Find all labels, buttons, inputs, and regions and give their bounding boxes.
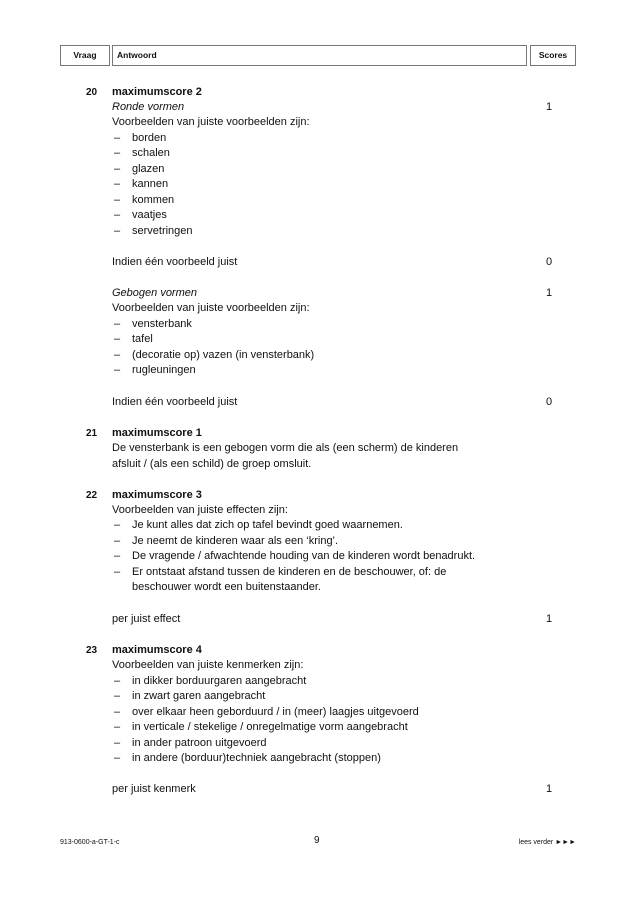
list-item: in verticale / stekelige / onregelmatige vorm aangebracht xyxy=(132,721,408,733)
list-dash: – xyxy=(114,178,121,190)
list-dash: – xyxy=(114,163,121,175)
list-dash: – xyxy=(114,550,121,562)
list-item: in ander patroon uitgevoerd xyxy=(132,737,267,749)
list-dash: – xyxy=(114,147,121,159)
list-dash: – xyxy=(114,752,121,764)
q20-part2-note-score: 0 xyxy=(546,396,553,408)
q23-note: per juist kenmerk xyxy=(112,783,196,795)
list-dash: – xyxy=(114,721,121,733)
q22-note-score: 1 xyxy=(546,613,553,625)
q22-title: maximumscore 3 xyxy=(112,489,202,501)
q20-title: maximumscore 2 xyxy=(112,86,202,98)
list-dash: – xyxy=(114,690,121,702)
q21-number: 21 xyxy=(86,428,98,439)
q20-part1-label: Ronde vormen xyxy=(112,101,185,113)
q22-number: 22 xyxy=(86,490,98,501)
list-item: schalen xyxy=(132,147,170,159)
footer-code: 913-0600-a-GT-1-c xyxy=(60,839,120,846)
q20-part2-label: Gebogen vormen xyxy=(112,287,197,299)
list-item-continuation: beschouwer wordt een buitenstaander. xyxy=(132,581,321,593)
list-item: tafel xyxy=(132,333,153,345)
footer-next: lees verder ►►► xyxy=(518,839,576,846)
list-item: kannen xyxy=(132,178,169,190)
list-item: over elkaar heen geborduurd / in (meer) laagjes uitgevoerd xyxy=(132,706,419,718)
list-dash: – xyxy=(114,132,121,144)
list-item: kommen xyxy=(132,194,175,206)
list-dash: – xyxy=(114,737,121,749)
q20-part1-score: 1 xyxy=(546,101,553,113)
list-item: in andere (borduur)techniek aangebracht (stoppen) xyxy=(132,752,381,764)
list-item: Je kunt alles dat zich op tafel bevindt goed waarnemen. xyxy=(132,519,403,531)
list-item: Je neemt de kinderen waar als een ‘kring’. xyxy=(132,535,339,547)
q23-number: 23 xyxy=(86,645,98,656)
list-dash: – xyxy=(114,706,121,718)
list-item: borden xyxy=(132,132,167,144)
list-item: De vragende / afwachtende houding van de kinderen wordt benadrukt. xyxy=(132,550,476,562)
header-vraag: Vraag xyxy=(60,45,110,66)
q20-number: 20 xyxy=(86,87,98,98)
q23-note-score: 1 xyxy=(546,783,553,795)
q20-part2-note: Indien één voorbeeld juist xyxy=(112,396,238,408)
list-dash: – xyxy=(114,566,121,578)
list-dash: – xyxy=(114,519,121,531)
q23-intro: Voorbeelden van juiste kenmerken zijn: xyxy=(112,659,304,671)
list-dash: – xyxy=(114,209,121,221)
q20-part2-score: 1 xyxy=(546,287,553,299)
q22-note: per juist effect xyxy=(112,613,181,625)
list-item: vaatjes xyxy=(132,209,167,221)
list-dash: – xyxy=(114,333,121,345)
list-dash: – xyxy=(114,194,121,206)
header-antwoord: Antwoord xyxy=(112,45,527,66)
footer-page-number: 9 xyxy=(314,835,320,846)
q21-line1: De vensterbank is een gebogen vorm die als (een scherm) de kinderen xyxy=(112,442,459,454)
list-item: servetringen xyxy=(132,225,193,237)
list-dash: – xyxy=(114,535,121,547)
list-item: in dikker borduurgaren aangebracht xyxy=(132,675,307,687)
list-item: (decoratie op) vazen (in vensterbank) xyxy=(132,349,315,361)
q20-part1-note-score: 0 xyxy=(546,256,553,268)
list-item: rugleuningen xyxy=(132,364,196,376)
q22-intro: Voorbeelden van juiste effecten zijn: xyxy=(112,504,288,516)
q23-title: maximumscore 4 xyxy=(112,644,202,656)
list-dash: – xyxy=(114,675,121,687)
list-dash: – xyxy=(114,349,121,361)
q20-part1-intro: Voorbeelden van juiste voorbeelden zijn: xyxy=(112,116,310,128)
q20-part2-intro: Voorbeelden van juiste voorbeelden zijn: xyxy=(112,302,310,314)
list-item: glazen xyxy=(132,163,165,175)
list-item: vensterbank xyxy=(132,318,192,330)
q21-title: maximumscore 1 xyxy=(112,427,202,439)
list-dash: – xyxy=(114,225,121,237)
header-scores: Scores xyxy=(530,45,576,66)
list-dash: – xyxy=(114,318,121,330)
q20-part1-note: Indien één voorbeeld juist xyxy=(112,256,238,268)
list-item: Er ontstaat afstand tussen de kinderen en de beschouwer, of: de xyxy=(132,566,447,578)
list-item: in zwart garen aangebracht xyxy=(132,690,266,702)
list-dash: – xyxy=(114,364,121,376)
q21-line2: afsluit / (als een schild) de groep omsluit. xyxy=(112,458,312,470)
